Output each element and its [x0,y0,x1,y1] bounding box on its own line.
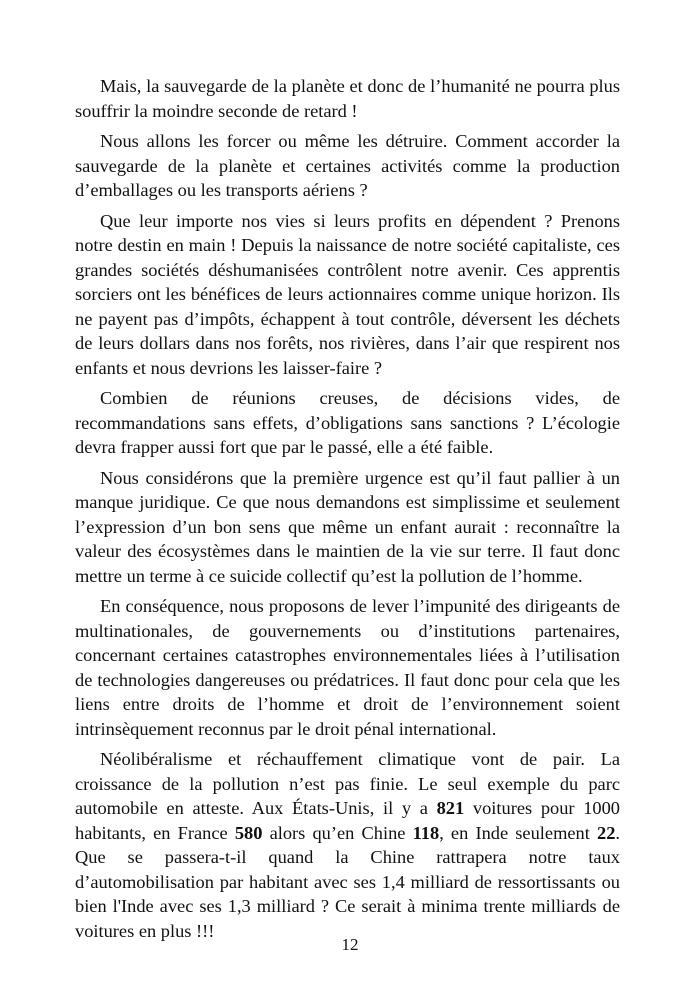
paragraph [75,129,620,203]
text-run: , en Inde seulement [439,822,597,843]
emphasized-figure: 22 [597,822,616,843]
paragraph [75,747,620,943]
text-run: Combien de réunions creuses, de décisions vides, de recommandations sans effets, d’obligations sans sanctions ? L’écologie devra frapper aussi fort que par le passé, elle a été faible. [75,388,620,457]
emphasized-figure: 118 [412,822,440,843]
text-run: Que leur importe nos vies si leurs profits en dépendent ? Prenons notre destin en main ! Depuis la naissance de notre société capitaliste, ces grandes sociétés déshumanisées contrôlent notre avenir. Ces apprentis sorciers ont les bénéfices de leurs actionnaires comme unique horizon. Ils ne payent pas d’impôts, échappent à tout contrôle, déversent les déchets de leurs dollars dans nos forêts, nos rivières, dans l’air que respirent nos enfants et nous devrions les laisser-faire ? [75,210,620,378]
paragraph [75,386,620,460]
page-number: 12 [341,935,359,954]
emphasized-figure: 580 [234,822,263,843]
text-run: Néolibéralisme et réchauffement climatique vont de pair. La croissance de la pollution n’est pas finie. Le seul exemple du parc automobile en atteste. Aux États-Unis, il y a [75,749,620,818]
paragraph [75,209,620,381]
text-run: Nous considérons que la première urgence est qu’il faut pallier à un manque juridique. Ce que nous demandons est simplissime et seulement l’expression d’un bon sens que même un enfant aurait : reconnaître la valeur des écosystèmes dans le maintien de la vie sur terre. Il faut donc mettre un terme à ce suicide collectif qu’est la pollution de l’homme. [75,467,620,586]
paragraph [75,74,620,123]
emphasized-figure: 821 [436,798,465,818]
paragraph [75,594,620,741]
paragraph [75,466,620,589]
text-run: Mais, la sauvegarde de la planète et donc de l’humanité ne pourra plus souffrir la moindre seconde de retard ! [75,76,620,121]
text-run: . Que se passera-t-il quand la Chine rattrapera notre taux d’automobilisation par habitant avec ses 1,4 milliard de ressortissants ou bien l'Inde avec ses 1,3 milliard ? Ce serait à minima trente milliards de voitures en plus !!! [75,822,620,941]
text-run: alors qu’en Chine [262,822,413,843]
text-run: En conséquence, nous proposons de lever l’impunité des dirigeants de multinationales, de gouvernements ou d’institutions partenaires, concernant certaines catastrophes environnementales liées à l’utilisation de technologies dangereuses ou prédatrices. Il faut donc pour cela que les liens entre droits de l’homme et droit de l’environnement soient intrinsèquement reconnus par le droit pénal international. [75,596,620,739]
body-text [75,74,620,949]
text-run: voitures pour 1000 habitants, en France [75,798,620,843]
text-run: Nous allons les forcer ou même les détruire. Comment accorder la sauvegarde de la planète et certaines activités comme la production d’emballages ou les transports aériens ? [75,131,620,200]
